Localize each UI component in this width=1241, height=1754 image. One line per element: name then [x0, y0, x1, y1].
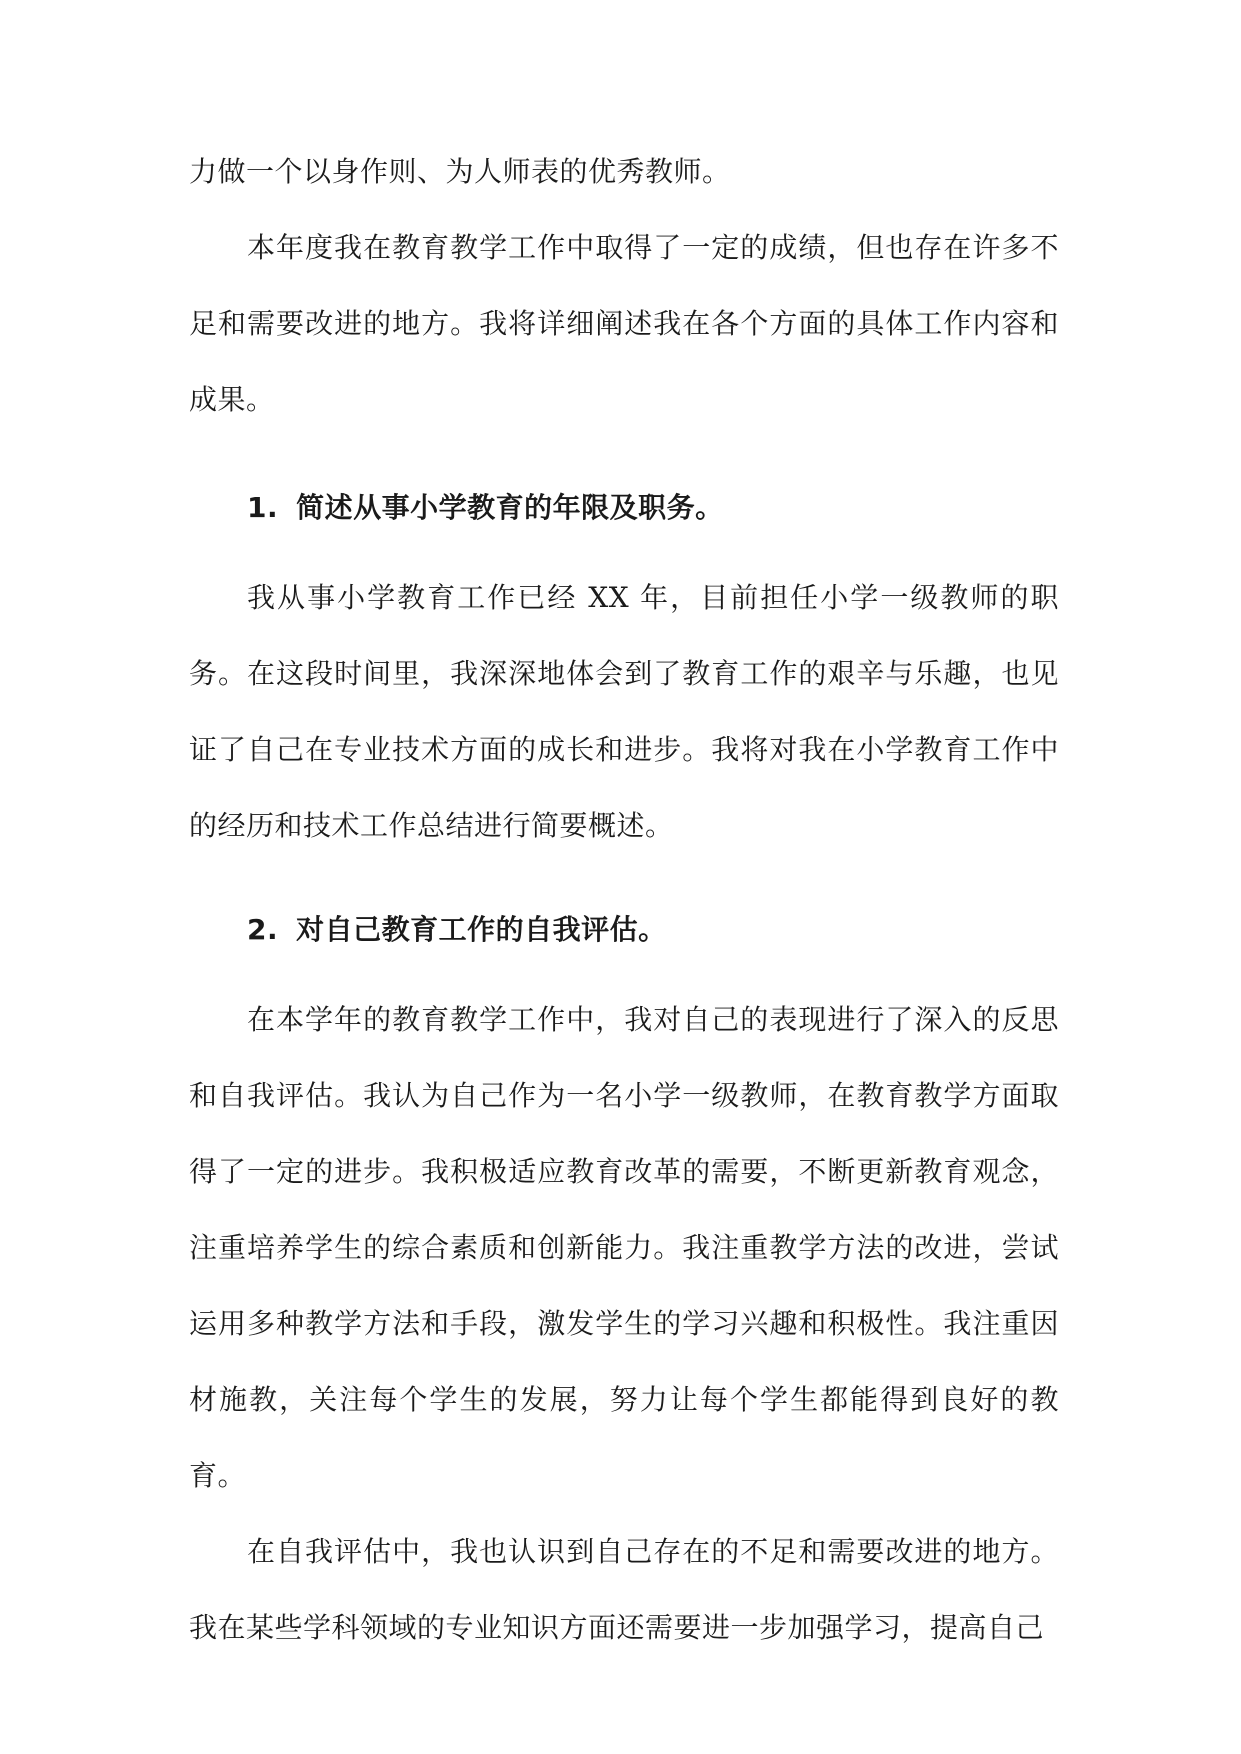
paragraph-shortcomings: 在自我评估中，我也认识到自己存在的不足和需要改进的地方。我在某些学科领域的专业知识方面还需要进一步加强学习，提高自己 [189, 1535, 1059, 1644]
section-number-1: 1. [247, 491, 279, 524]
paragraph-years-and-position: 我从事小学教育工作已经 XX 年，目前担任小学一级教师的职务。在这段时间里，我深深地体会到了教育工作的艰辛与乐趣，也见证了自己在专业技术方面的成长和进步。我将对我在小学教育工作中的经历和技术工作总结进行简要概述。 [189, 581, 1059, 842]
paragraph-intro: 本年度我在教育教学工作中取得了一定的成绩，但也存在许多不足和需要改进的地方。我将详细阐述我在各个方面的具体工作内容和成果。 [189, 231, 1059, 416]
section-heading-1 [247, 488, 724, 528]
section-title-2: 对自己教育工作的自我评估。 [296, 913, 667, 946]
paragraph-continuation: 力做一个以身作则、为人师表的优秀教师。 [189, 155, 731, 188]
section-heading-2 [247, 910, 667, 950]
paragraph-self-assessment: 在本学年的教育教学工作中，我对自己的表现进行了深入的反思和自我评估。我认为自己作为一名小学一级教师，在教育教学方面取得了一定的进步。我积极适应教育改革的需要，不断更新教育观念，注重培养学生的综合素质和创新能力。我注重教学方法的改进，尝试运用多种教学方法和手段，激发学生的学习兴趣和积极性。我注重因材施教，关注每个学生的发展，努力让每个学生都能得到良好的教育。 [189, 1003, 1059, 1492]
section-title-1: 简述从事小学教育的年限及职务。 [296, 491, 724, 524]
section-number-2: 2. [247, 913, 279, 946]
